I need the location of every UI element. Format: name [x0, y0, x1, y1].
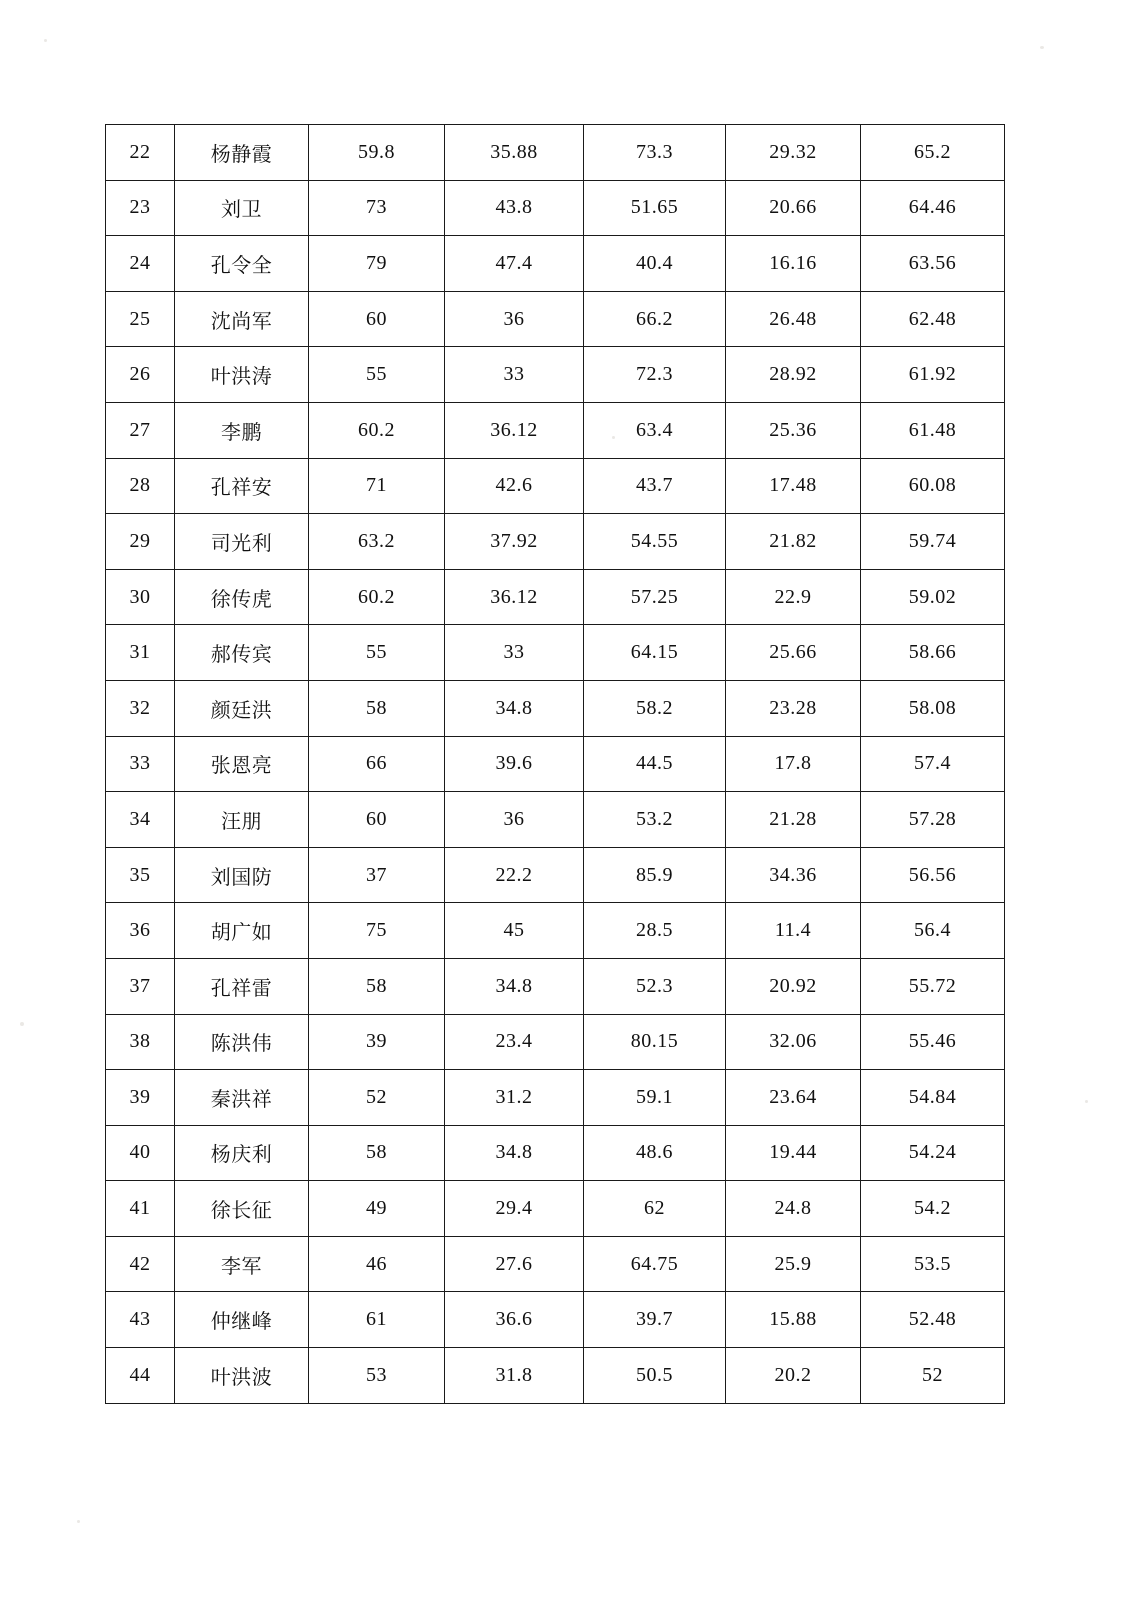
- cell-interview-conv: 21.28: [726, 792, 861, 848]
- cell-interview: 52.3: [584, 958, 726, 1014]
- cell-interview: 48.6: [584, 1125, 726, 1181]
- cell-written-conv: 47.4: [445, 236, 584, 292]
- cell-index: 33: [106, 736, 175, 792]
- cell-name: 李军: [175, 1236, 309, 1292]
- cell-written-conv: 36: [445, 291, 584, 347]
- cell-written: 46: [309, 1236, 445, 1292]
- cell-index: 32: [106, 680, 175, 736]
- cell-interview: 63.4: [584, 402, 726, 458]
- cell-written-conv: 42.6: [445, 458, 584, 514]
- cell-total: 61.48: [861, 402, 1005, 458]
- cell-written: 60.2: [309, 402, 445, 458]
- scan-speckle: [20, 1022, 24, 1026]
- table-row: [106, 1125, 1005, 1181]
- cell-index: 38: [106, 1014, 175, 1070]
- cell-index: 39: [106, 1070, 175, 1126]
- cell-written-conv: 37.92: [445, 514, 584, 570]
- cell-interview: 50.5: [584, 1348, 726, 1404]
- cell-interview-conv: 16.16: [726, 236, 861, 292]
- table-row: [106, 180, 1005, 236]
- table-row: [106, 736, 1005, 792]
- cell-written: 58: [309, 958, 445, 1014]
- cell-written-conv: 34.8: [445, 1125, 584, 1181]
- cell-index: 35: [106, 847, 175, 903]
- cell-written-conv: 36.12: [445, 569, 584, 625]
- cell-name: 刘国防: [175, 847, 309, 903]
- cell-written: 60: [309, 792, 445, 848]
- cell-written-conv: 31.2: [445, 1070, 584, 1126]
- cell-name: 叶洪涛: [175, 347, 309, 403]
- table-row: [106, 1070, 1005, 1126]
- cell-total: 58.66: [861, 625, 1005, 681]
- cell-index: 25: [106, 291, 175, 347]
- cell-index: 40: [106, 1125, 175, 1181]
- table-row: [106, 402, 1005, 458]
- cell-written: 59.8: [309, 125, 445, 181]
- table-row: [106, 1014, 1005, 1070]
- cell-interview: 64.15: [584, 625, 726, 681]
- cell-interview-conv: 23.64: [726, 1070, 861, 1126]
- cell-interview-conv: 11.4: [726, 903, 861, 959]
- cell-interview-conv: 20.2: [726, 1348, 861, 1404]
- cell-written: 66: [309, 736, 445, 792]
- cell-interview: 43.7: [584, 458, 726, 514]
- table-row: [106, 625, 1005, 681]
- cell-name: 叶洪波: [175, 1348, 309, 1404]
- cell-index: 43: [106, 1292, 175, 1348]
- cell-index: 28: [106, 458, 175, 514]
- cell-index: 30: [106, 569, 175, 625]
- cell-interview-conv: 17.48: [726, 458, 861, 514]
- cell-interview: 58.2: [584, 680, 726, 736]
- scan-speckle: [44, 39, 47, 42]
- table-row: [106, 792, 1005, 848]
- score-table-body: [106, 125, 1005, 1404]
- cell-index: 23: [106, 180, 175, 236]
- cell-written-conv: 34.8: [445, 958, 584, 1014]
- table-row: [106, 847, 1005, 903]
- cell-interview-conv: 25.66: [726, 625, 861, 681]
- cell-name: 颜廷洪: [175, 680, 309, 736]
- cell-interview: 51.65: [584, 180, 726, 236]
- cell-written-conv: 22.2: [445, 847, 584, 903]
- cell-written-conv: 23.4: [445, 1014, 584, 1070]
- cell-index: 31: [106, 625, 175, 681]
- cell-total: 57.28: [861, 792, 1005, 848]
- cell-total: 60.08: [861, 458, 1005, 514]
- cell-name: 徐长征: [175, 1181, 309, 1237]
- cell-index: 22: [106, 125, 175, 181]
- table-row: [106, 347, 1005, 403]
- table-row: [106, 958, 1005, 1014]
- cell-written-conv: 36.12: [445, 402, 584, 458]
- cell-interview: 28.5: [584, 903, 726, 959]
- cell-written: 75: [309, 903, 445, 959]
- score-table-container: [105, 124, 997, 1404]
- cell-name: 郝传宾: [175, 625, 309, 681]
- cell-index: 29: [106, 514, 175, 570]
- cell-name: 陈洪伟: [175, 1014, 309, 1070]
- cell-interview: 57.25: [584, 569, 726, 625]
- cell-written: 39: [309, 1014, 445, 1070]
- cell-written-conv: 34.8: [445, 680, 584, 736]
- table-row: [106, 236, 1005, 292]
- cell-interview-conv: 23.28: [726, 680, 861, 736]
- scan-speckle: [1085, 1100, 1088, 1103]
- cell-total: 59.02: [861, 569, 1005, 625]
- cell-written: 37: [309, 847, 445, 903]
- cell-name: 张恩亮: [175, 736, 309, 792]
- cell-written: 71: [309, 458, 445, 514]
- cell-written-conv: 27.6: [445, 1236, 584, 1292]
- cell-index: 42: [106, 1236, 175, 1292]
- cell-name: 徐传虎: [175, 569, 309, 625]
- cell-written: 55: [309, 347, 445, 403]
- cell-total: 54.2: [861, 1181, 1005, 1237]
- cell-total: 56.4: [861, 903, 1005, 959]
- table-row: [106, 458, 1005, 514]
- cell-written: 79: [309, 236, 445, 292]
- cell-name: 秦洪祥: [175, 1070, 309, 1126]
- table-row: [106, 1181, 1005, 1237]
- cell-name: 刘卫: [175, 180, 309, 236]
- cell-total: 62.48: [861, 291, 1005, 347]
- cell-index: 24: [106, 236, 175, 292]
- cell-interview: 53.2: [584, 792, 726, 848]
- cell-name: 仲继峰: [175, 1292, 309, 1348]
- cell-name: 汪朋: [175, 792, 309, 848]
- cell-total: 59.74: [861, 514, 1005, 570]
- cell-total: 54.24: [861, 1125, 1005, 1181]
- cell-name: 杨静霞: [175, 125, 309, 181]
- cell-written-conv: 43.8: [445, 180, 584, 236]
- cell-interview: 80.15: [584, 1014, 726, 1070]
- cell-index: 34: [106, 792, 175, 848]
- cell-interview-conv: 25.36: [726, 402, 861, 458]
- cell-interview: 59.1: [584, 1070, 726, 1126]
- cell-written: 61: [309, 1292, 445, 1348]
- cell-interview-conv: 28.92: [726, 347, 861, 403]
- cell-written: 55: [309, 625, 445, 681]
- cell-total: 57.4: [861, 736, 1005, 792]
- cell-name: 胡广如: [175, 903, 309, 959]
- table-row: [106, 1348, 1005, 1404]
- scan-speckle: [77, 1520, 80, 1523]
- table-row: [106, 903, 1005, 959]
- cell-name: 沈尚军: [175, 291, 309, 347]
- cell-interview-conv: 32.06: [726, 1014, 861, 1070]
- cell-written-conv: 33: [445, 347, 584, 403]
- cell-written-conv: 29.4: [445, 1181, 584, 1237]
- cell-interview-conv: 25.9: [726, 1236, 861, 1292]
- cell-index: 27: [106, 402, 175, 458]
- cell-total: 52.48: [861, 1292, 1005, 1348]
- cell-index: 26: [106, 347, 175, 403]
- cell-total: 65.2: [861, 125, 1005, 181]
- cell-written: 58: [309, 1125, 445, 1181]
- cell-interview-conv: 20.66: [726, 180, 861, 236]
- scan-speckle: [1040, 46, 1044, 49]
- cell-written: 58: [309, 680, 445, 736]
- table-row: [106, 1292, 1005, 1348]
- cell-total: 55.72: [861, 958, 1005, 1014]
- cell-interview: 62: [584, 1181, 726, 1237]
- cell-written: 73: [309, 180, 445, 236]
- table-row: [106, 569, 1005, 625]
- cell-name: 孔祥雷: [175, 958, 309, 1014]
- cell-written-conv: 36: [445, 792, 584, 848]
- cell-written-conv: 31.8: [445, 1348, 584, 1404]
- cell-written-conv: 39.6: [445, 736, 584, 792]
- cell-index: 44: [106, 1348, 175, 1404]
- table-row: [106, 514, 1005, 570]
- cell-written: 60.2: [309, 569, 445, 625]
- table-row: [106, 125, 1005, 181]
- cell-total: 64.46: [861, 180, 1005, 236]
- cell-total: 55.46: [861, 1014, 1005, 1070]
- cell-name: 孔令全: [175, 236, 309, 292]
- cell-interview: 85.9: [584, 847, 726, 903]
- cell-interview: 73.3: [584, 125, 726, 181]
- cell-interview: 66.2: [584, 291, 726, 347]
- cell-interview: 72.3: [584, 347, 726, 403]
- cell-interview: 64.75: [584, 1236, 726, 1292]
- cell-total: 58.08: [861, 680, 1005, 736]
- cell-interview-conv: 15.88: [726, 1292, 861, 1348]
- cell-interview: 40.4: [584, 236, 726, 292]
- cell-written: 53: [309, 1348, 445, 1404]
- cell-written: 52: [309, 1070, 445, 1126]
- cell-interview-conv: 29.32: [726, 125, 861, 181]
- table-row: [106, 1236, 1005, 1292]
- cell-interview: 54.55: [584, 514, 726, 570]
- cell-interview-conv: 34.36: [726, 847, 861, 903]
- cell-total: 53.5: [861, 1236, 1005, 1292]
- cell-written: 63.2: [309, 514, 445, 570]
- cell-name: 李鹏: [175, 402, 309, 458]
- cell-total: 61.92: [861, 347, 1005, 403]
- cell-interview-conv: 17.8: [726, 736, 861, 792]
- cell-interview-conv: 22.9: [726, 569, 861, 625]
- cell-index: 37: [106, 958, 175, 1014]
- table-row: [106, 680, 1005, 736]
- cell-interview: 39.7: [584, 1292, 726, 1348]
- score-table: [105, 124, 1005, 1404]
- cell-written: 49: [309, 1181, 445, 1237]
- cell-total: 52: [861, 1348, 1005, 1404]
- cell-written-conv: 35.88: [445, 125, 584, 181]
- cell-written-conv: 45: [445, 903, 584, 959]
- cell-interview-conv: 24.8: [726, 1181, 861, 1237]
- cell-name: 孔祥安: [175, 458, 309, 514]
- cell-interview-conv: 19.44: [726, 1125, 861, 1181]
- cell-interview: 44.5: [584, 736, 726, 792]
- cell-total: 63.56: [861, 236, 1005, 292]
- cell-interview-conv: 21.82: [726, 514, 861, 570]
- cell-interview-conv: 26.48: [726, 291, 861, 347]
- cell-written: 60: [309, 291, 445, 347]
- cell-total: 54.84: [861, 1070, 1005, 1126]
- cell-index: 36: [106, 903, 175, 959]
- cell-name: 司光利: [175, 514, 309, 570]
- cell-index: 41: [106, 1181, 175, 1237]
- cell-name: 杨庆利: [175, 1125, 309, 1181]
- cell-written-conv: 33: [445, 625, 584, 681]
- table-row: [106, 291, 1005, 347]
- cell-interview-conv: 20.92: [726, 958, 861, 1014]
- cell-written-conv: 36.6: [445, 1292, 584, 1348]
- cell-total: 56.56: [861, 847, 1005, 903]
